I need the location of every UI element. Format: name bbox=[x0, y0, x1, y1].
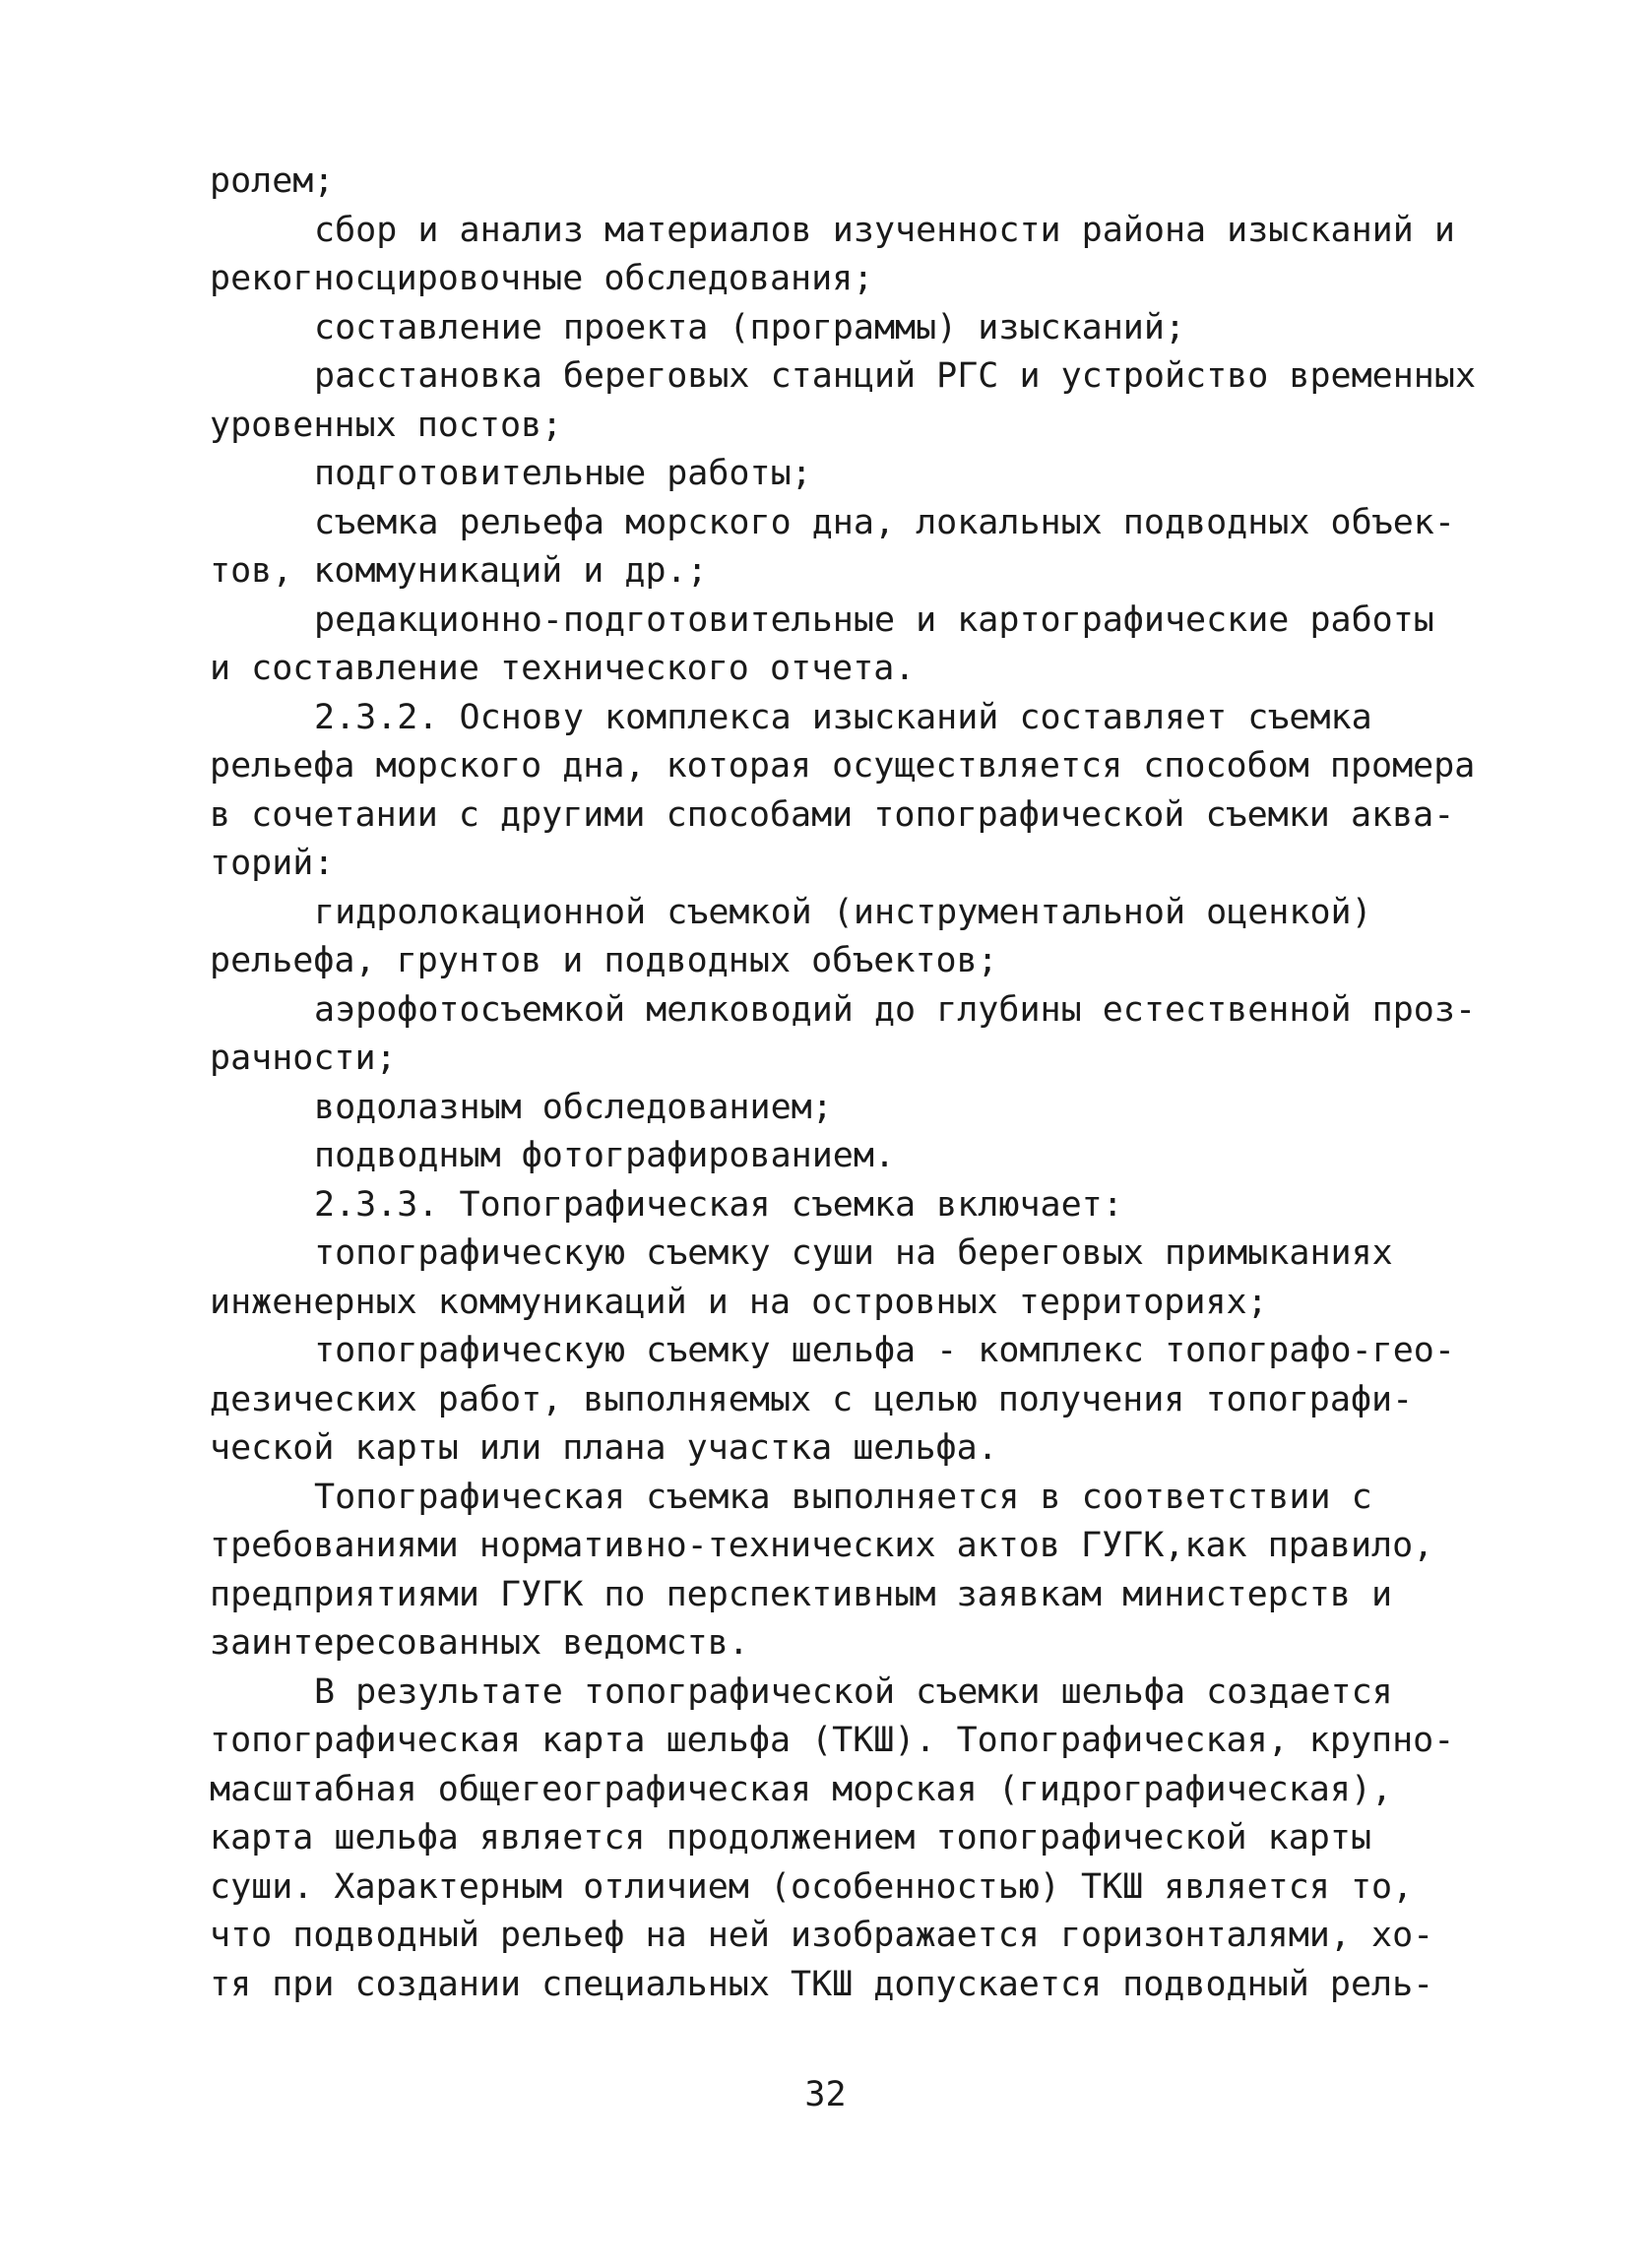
text-line: рельефа морского дна, которая осуществляется способом промера bbox=[210, 746, 1476, 786]
text-line: в сочетании с другими способами топографической съемки аква- bbox=[210, 794, 1455, 835]
text-line: водолазным обследованием; bbox=[314, 1087, 833, 1127]
text-line: съемка рельефа морского дна, локальных подводных объек- bbox=[314, 502, 1455, 542]
text-line: что подводный рельеф на ней изображается горизонталями, хо- bbox=[210, 1916, 1434, 1955]
text-line: требованиями нормативно-технических актов ГУГК,как правило, bbox=[210, 1526, 1434, 1565]
text-line: предприятиями ГУГК по перспективным заявкам министерств и bbox=[210, 1574, 1393, 1614]
page-number: 32 bbox=[804, 2075, 847, 2114]
text-line: 2.3.3. Топографическая съемка включает: bbox=[314, 1184, 1123, 1225]
text-line: рельефа, грунтов и подводных объектов; bbox=[210, 941, 998, 980]
text-line: топографическую съемку суши на береговых примыканиях bbox=[314, 1233, 1393, 1273]
document-body bbox=[210, 158, 1477, 2009]
text-line: составление проекта (программы) изысканий; bbox=[314, 307, 1186, 347]
text-line: расстановка береговых станций РГС и устройство временных bbox=[314, 356, 1477, 396]
text-line: подводным фотографированием. bbox=[314, 1136, 896, 1175]
text-line: сбор и анализ материалов изученности района изысканий и bbox=[314, 210, 1455, 250]
text-line: масштабная общегеографическая морская (гидрографическая), bbox=[210, 1769, 1393, 1809]
text-line: инженерных коммуникаций и на островных территориях; bbox=[210, 1282, 1268, 1322]
text-line: тя при создании специальных ТКШ допускается подводный рель- bbox=[210, 1964, 1434, 2004]
text-line: редакционно-подготовительные и картографические работы bbox=[314, 599, 1434, 640]
text-line: дезических работ, выполняемых с целью получения топографи- bbox=[210, 1379, 1414, 1419]
text-line: карта шельфа является продолжением топографической карты bbox=[210, 1818, 1372, 1858]
text-line: рачности; bbox=[210, 1039, 397, 1078]
text-line: топографическая карта шельфа (ТКШ). Топографическая, крупно- bbox=[210, 1721, 1455, 1760]
text-line: торий: bbox=[210, 844, 335, 883]
text-line: 2.3.2. Основу комплекса изысканий составляет съемка bbox=[314, 697, 1372, 737]
text-line: подготовительные работы; bbox=[314, 454, 812, 493]
text-line: аэрофотосъемкой мелководий до глубины естественной проз- bbox=[314, 989, 1477, 1030]
text-line: тов, коммуникаций и др.; bbox=[210, 551, 708, 591]
text-line: В результате топографической съемки шельфа создается bbox=[314, 1671, 1393, 1712]
text-line: Топографическая съемка выполняется в соответствии с bbox=[314, 1477, 1372, 1517]
text-line: гидролокационной съемкой (инструментальной оценкой) bbox=[314, 892, 1372, 932]
text-line: топографическую съемку шельфа - комплекс топографо-гео- bbox=[314, 1331, 1455, 1370]
text-line: рекогносцировочные обследования; bbox=[210, 259, 874, 298]
text-line: ролем; bbox=[210, 161, 335, 201]
text-line: суши. Характерным отличием (особенностью) ТКШ является то, bbox=[210, 1866, 1414, 1907]
text-line: и составление технического отчета. bbox=[210, 649, 916, 688]
text-line: заинтересованных ведомств. bbox=[210, 1623, 749, 1663]
text-line: ческой карты или плана участка шельфа. bbox=[210, 1428, 998, 1468]
text-line: уровенных постов; bbox=[210, 405, 563, 445]
